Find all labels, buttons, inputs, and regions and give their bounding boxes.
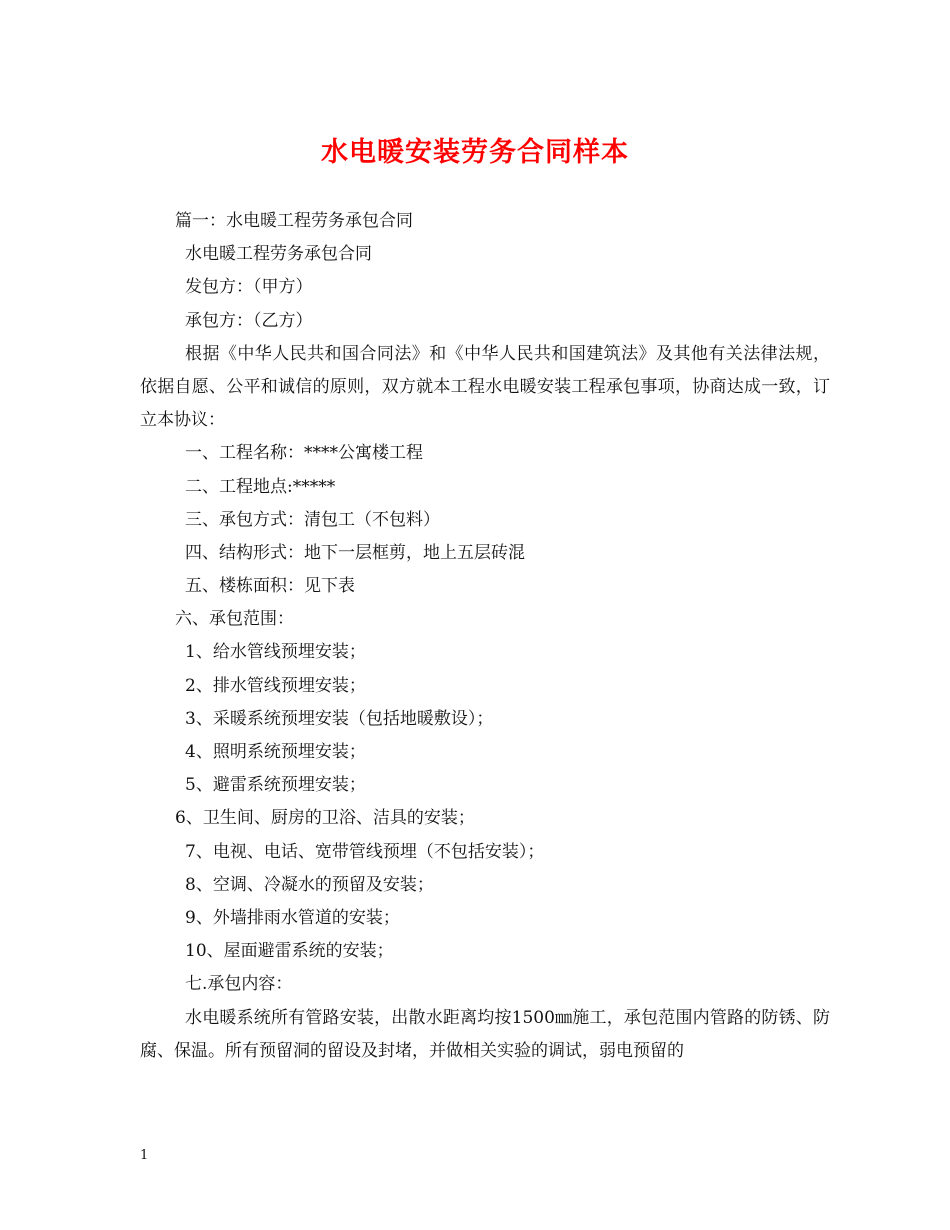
document-title: 水电暖安装劳务合同样本 bbox=[321, 137, 629, 168]
item-contract-content-heading: 七.承包内容： bbox=[185, 974, 293, 995]
scope-item: 3、采暖系统预埋安装（包括地暖敷设）； bbox=[185, 708, 494, 729]
page-number: 1 bbox=[140, 1148, 149, 1163]
scope-item: 1、给水管线预埋安装； bbox=[185, 642, 366, 663]
scope-item: 7、电视、电话、宽带管线预埋（不包括安装）； bbox=[185, 841, 545, 862]
content-paragraph: 水电暖系统所有管路安装，出散水距离均按1500㎜施工，承包范围内管路的防锈、防腐、保温。所有预留洞的留设及封堵，并做相关实验的调试，弱电预留的 bbox=[140, 1007, 830, 1061]
document-body bbox=[140, 205, 830, 1068]
scope-item: 9、外墙排雨水管道的安装； bbox=[185, 907, 400, 928]
scope-item: 5、避雷系统预埋安装； bbox=[185, 775, 366, 796]
item-structure-type: 四、结构形式：地下一层框剪，地上五层砖混 bbox=[185, 542, 525, 563]
intro-paragraph: 根据《中华人民共和国合同法》和《中华人民共和国建筑法》及其他有关法律法规，依据自愿、公平和诚信的原则，双方就本工程水电暖安装工程承包事项，协商达成一致，订立本协议： bbox=[140, 343, 830, 431]
section-heading: 篇一：水电暖工程劳务承包合同 bbox=[175, 211, 413, 231]
party-b-line: 承包方：（乙方） bbox=[185, 310, 313, 331]
party-a-line: 发包方：（甲方） bbox=[185, 277, 313, 298]
item-building-area: 五、楼栋面积：见下表 bbox=[185, 576, 355, 597]
contract-subtitle: 水电暖工程劳务承包合同 bbox=[185, 244, 372, 265]
item-contract-mode: 三、承包方式：清包工（不包料） bbox=[185, 509, 440, 530]
scope-item: 6、卫生间、厨房的卫浴、洁具的安装； bbox=[175, 808, 475, 829]
scope-item: 10、屋面避雷系统的安装； bbox=[185, 941, 394, 962]
scope-item: 8、空调、冷凝水的预留及安装； bbox=[185, 874, 434, 895]
scope-item: 2、排水管线预埋安装； bbox=[185, 675, 366, 696]
item-project-location: 二、工程地点:***** bbox=[185, 476, 336, 497]
scope-item: 4、照明系统预埋安装； bbox=[185, 742, 366, 763]
item-project-name: 一、工程名称：****公寓楼工程 bbox=[185, 443, 423, 464]
item-scope-heading: 六、承包范围： bbox=[175, 609, 294, 630]
